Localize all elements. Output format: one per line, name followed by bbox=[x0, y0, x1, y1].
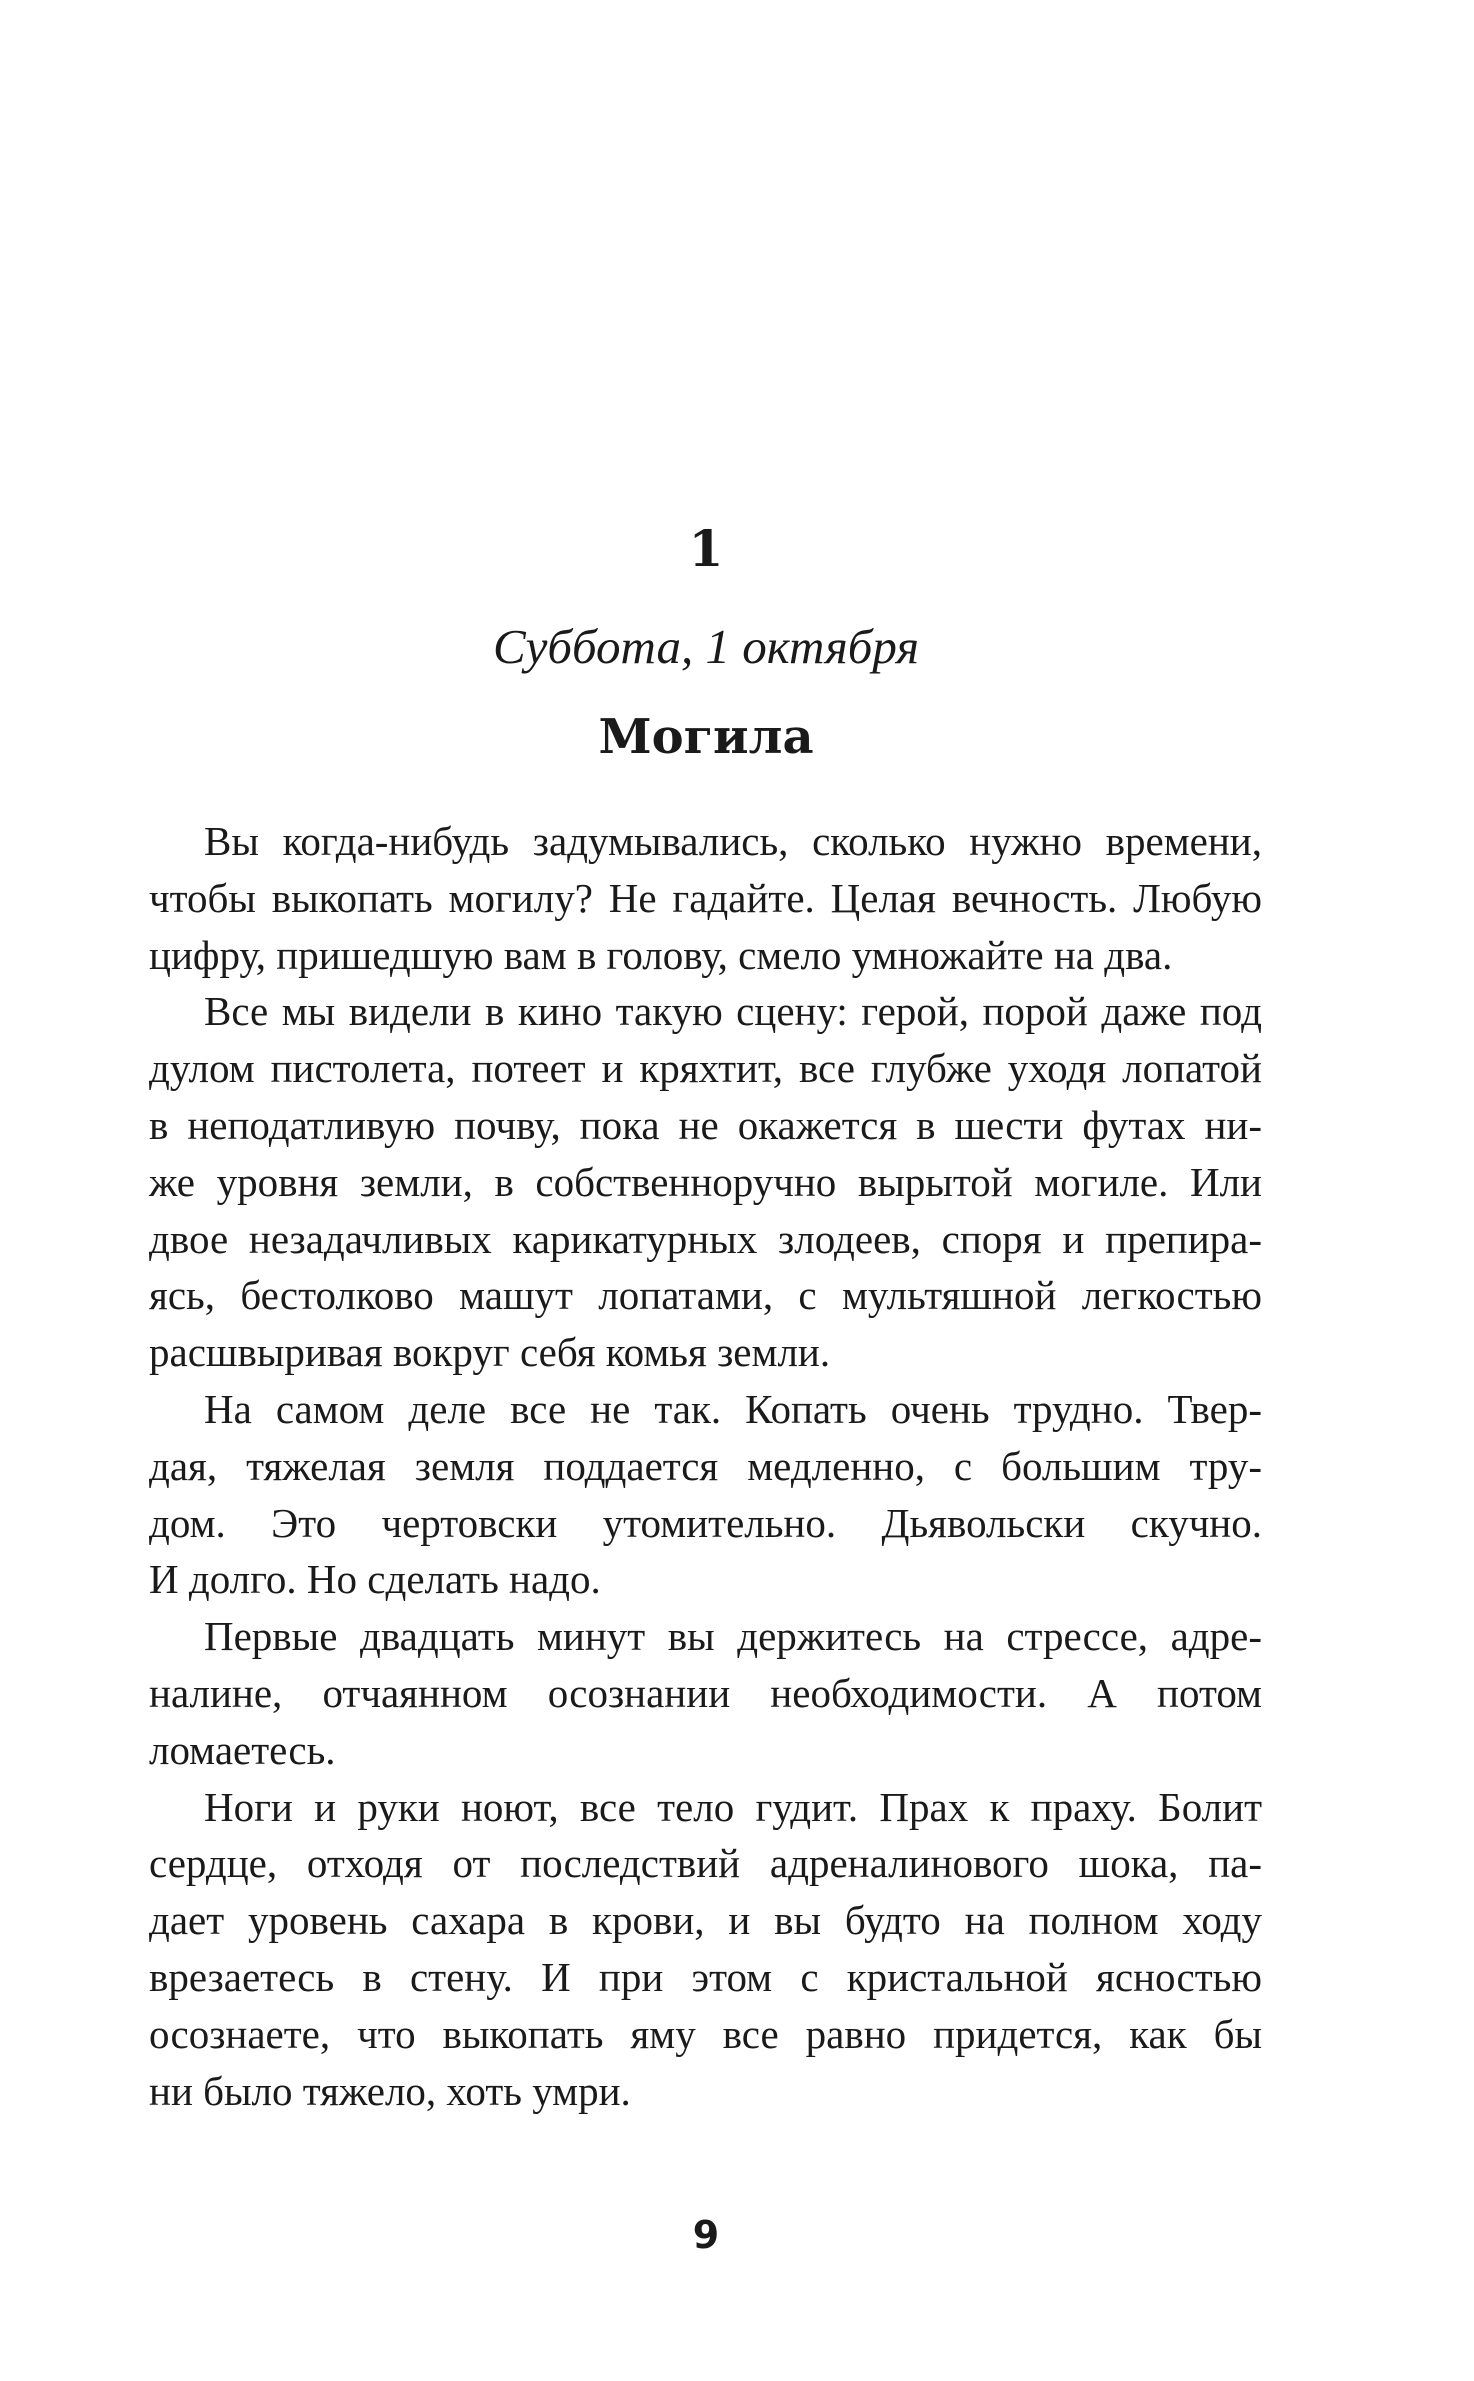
text-line: На самом деле все не так. Копать очень трудно. Твер- bbox=[204, 1385, 1262, 1432]
text-line: же уровня земли, в собственноручно вырытой могиле. Или bbox=[149, 1158, 1262, 1205]
text-line: дом. Это чертовски утомительно. Дьявольски скучно. bbox=[149, 1499, 1262, 1546]
text-line: врезаетесь в стену. И при этом с кристальной ясностью bbox=[149, 1953, 1262, 2000]
text-line: И долго. Но сделать надо. bbox=[149, 1556, 601, 1603]
page-number: 9 bbox=[692, 2213, 720, 2257]
text-line: дулом пистолета, потеет и кряхтит, все глубже уходя лопатой bbox=[149, 1045, 1262, 1092]
text-line: ломаетесь. bbox=[149, 1726, 336, 1773]
chapter-title: Могила bbox=[598, 709, 814, 765]
text-line: ни было тяжело, хоть умри. bbox=[149, 2067, 631, 2114]
chapter-body bbox=[149, 813, 1262, 2119]
text-line: цифру, пришедшую вам в голову, смело умножайте на два. bbox=[149, 931, 1173, 978]
text-line: Ноги и руки ноют, все тело гудит. Прах к праху. Болит bbox=[204, 1783, 1262, 1830]
chapter-number: 1 bbox=[688, 519, 724, 578]
text-line: дает уровень сахара в крови, и вы будто на полном ходу bbox=[149, 1897, 1262, 1944]
text-line: ясь, бестолково машут лопатами, с мультяшной легкостью bbox=[149, 1272, 1262, 1319]
text-line: сердце, отходя от последствий адреналинового шока, па- bbox=[149, 1840, 1262, 1887]
chapter-date: Суббота, 1 октября bbox=[492, 619, 920, 674]
text-line: осознаете, что выкопать яму все равно придется, как бы bbox=[149, 2010, 1262, 2057]
text-line: чтобы выкопать могилу? Не гадайте. Целая вечность. Любую bbox=[149, 874, 1262, 921]
text-line: двое незадачливых карикатурных злодеев, споря и препира- bbox=[149, 1215, 1262, 1262]
text-line: налине, отчаянном осознании необходимости. А потом bbox=[149, 1669, 1262, 1716]
text-line: расшвыривая вокруг себя комья земли. bbox=[149, 1329, 831, 1376]
text-line: Все мы видели в кино такую сцену: герой, порой даже под bbox=[204, 988, 1262, 1035]
text-line: дая, тяжелая земля поддается медленно, с большим тру- bbox=[149, 1442, 1262, 1489]
text-line: Первые двадцать минут вы держитесь на стрессе, адре- bbox=[204, 1613, 1262, 1660]
text-line: в неподатливую почву, пока не окажется в шести футах ни- bbox=[149, 1101, 1262, 1148]
text-line: Вы когда-нибудь задумывались, сколько нужно времени, bbox=[204, 818, 1262, 864]
